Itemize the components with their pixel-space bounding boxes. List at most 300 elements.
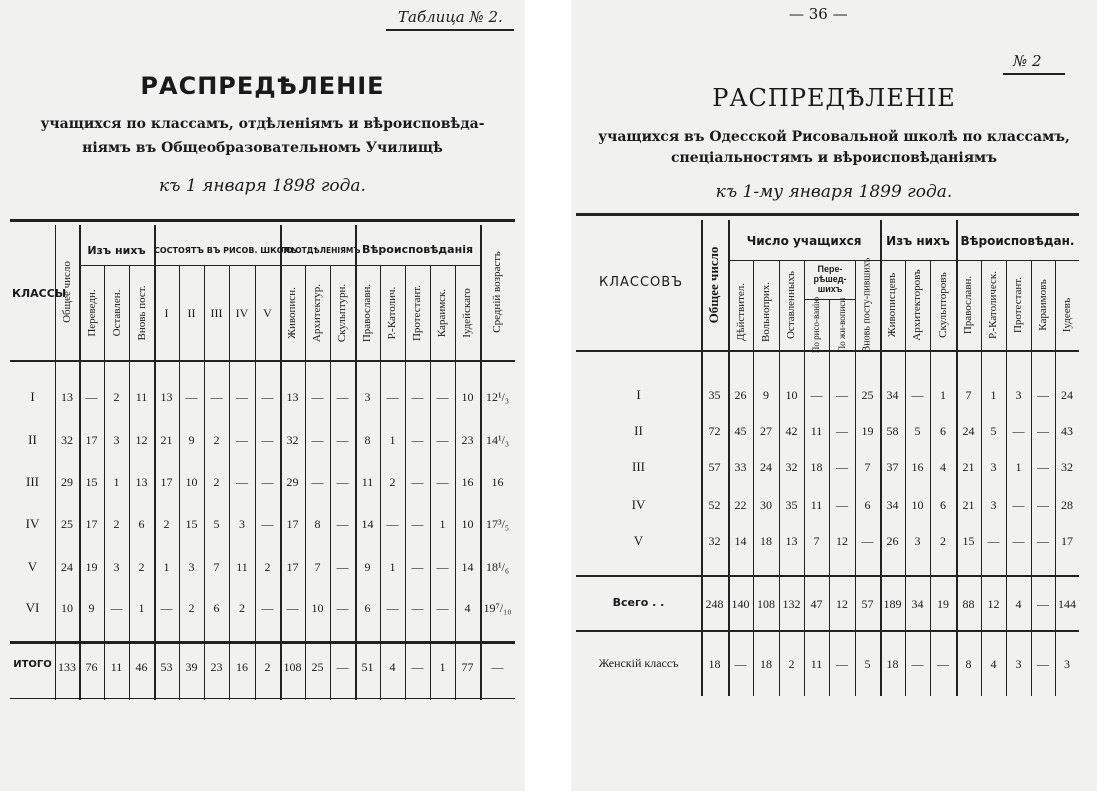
table-cell: — [236, 433, 248, 447]
left-page [0, 0, 525, 791]
header-protestant: Протестант. [1012, 276, 1024, 334]
table-cell: 52 [708, 498, 721, 512]
table-cell: 248 [705, 597, 724, 611]
header-bottom-rule [10, 360, 515, 362]
table-cell: 4 [940, 460, 946, 474]
table-cell: — [85, 390, 98, 404]
table-cell: 18 [760, 534, 772, 548]
table-cell: 4 [990, 657, 997, 671]
table-cell: 30 [760, 498, 772, 512]
table-cell: — [236, 475, 248, 489]
table-cell: 18¹/₆ [485, 560, 510, 574]
table-cell: 14 [361, 517, 374, 531]
table-cell: 189 [883, 597, 902, 611]
table-cell: 23 [461, 433, 474, 447]
row-label: II [28, 432, 37, 447]
header-transferred: Пере-рѣшед-шихъ [813, 264, 847, 294]
table-cell: 76 [85, 660, 98, 674]
table-cell: 1 [163, 560, 170, 574]
table-cell: — [836, 657, 848, 671]
table-cell: 32 [286, 433, 299, 447]
table-cell: 77 [461, 660, 474, 674]
row-label: III [26, 474, 39, 489]
table-cell: 2 [113, 517, 120, 531]
table-cell: 108 [757, 597, 775, 611]
drawing-class-header: V [263, 306, 272, 320]
table-cell: 11 [810, 657, 823, 671]
table-top-rule [576, 213, 1079, 216]
table-cell: — [861, 534, 874, 548]
table-number: Таблица № 2. [398, 8, 503, 26]
header-bottom-rule [576, 350, 1079, 352]
table-cell: 10 [61, 601, 73, 615]
table-cell: — [436, 560, 449, 574]
table-cell: 140 [731, 597, 750, 611]
col-rule [280, 225, 282, 700]
table-cell: — [311, 475, 324, 489]
col-rule [930, 260, 931, 696]
table-cell: — [436, 390, 449, 404]
table-cell: 13 [785, 534, 798, 548]
table-cell: — [1037, 424, 1049, 438]
table-cell: 26 [886, 534, 899, 548]
table-cell: 18 [708, 657, 721, 671]
table-cell: 58 [886, 424, 899, 438]
table-cell: 1 [113, 475, 120, 489]
table-cell: — [911, 657, 924, 671]
table-cell: 1 [1015, 460, 1022, 474]
table-cell: — [286, 601, 299, 615]
col-rule [1006, 260, 1007, 696]
table-cell: 5 [864, 657, 871, 671]
page-title: РАСПРЕДѢЛЕНІЕ [712, 84, 956, 112]
table-cell: 2 [264, 660, 271, 674]
table-cell: 43 [1061, 424, 1073, 438]
table-cell: 28 [1061, 498, 1073, 512]
table-cell: 1 [138, 601, 145, 615]
table-cell: — [386, 517, 399, 531]
table-cell: — [336, 475, 349, 489]
table-cell: — [336, 390, 349, 404]
header-religion: Вѣроисповѣданія [361, 243, 474, 256]
row-label: Всего . . [612, 596, 665, 609]
table-cell: 17 [85, 433, 98, 447]
table-cell: 18 [760, 657, 772, 671]
table-cell: — [836, 388, 848, 402]
col-rule [728, 220, 730, 696]
table-cell: 133 [58, 660, 76, 674]
table-cell: 6 [213, 601, 220, 615]
table-cell: 1 [439, 517, 446, 531]
table-cell: 10 [185, 475, 198, 489]
table-cell: — [336, 433, 349, 447]
table-cell: 9 [763, 388, 769, 402]
header-architects: Архитекторовъ [911, 269, 923, 341]
col-rule [905, 260, 906, 696]
table-cell: — [311, 433, 324, 447]
header-catholic: Р.-Католич. [386, 286, 398, 340]
table-cell: 29 [286, 475, 299, 489]
row-label: IV [25, 516, 40, 531]
table-cell: 21 [962, 498, 975, 512]
table-cell: — [1012, 424, 1025, 438]
table-cell: 22 [734, 498, 747, 512]
header-sculpture: Скульптурн. [336, 283, 348, 343]
table-cell: — [411, 660, 424, 674]
col-rule [154, 225, 156, 700]
table-cell: 2 [389, 475, 396, 489]
header-karaite: Караимовъ [1037, 279, 1049, 331]
table-cell: — [236, 390, 248, 404]
table-cell: 57 [861, 597, 874, 611]
table-cell: — [1037, 657, 1049, 671]
table-cell: — [937, 657, 949, 671]
table-cell: 17³/₅ [485, 517, 510, 531]
table-cell: 3 [239, 517, 245, 531]
table-cell: — [336, 601, 349, 615]
date-line: къ 1-му января 1899 года. [715, 182, 953, 202]
table-cell: 10 [785, 388, 798, 402]
table-cell: 7 [813, 534, 820, 548]
table-cell: 132 [782, 597, 801, 611]
table-cell: 25 [61, 517, 73, 531]
table-cell: 10 [461, 390, 474, 404]
row-label: IV [631, 497, 646, 512]
table-cell: 13 [160, 390, 173, 404]
right-page [571, 0, 1097, 791]
table-cell: — [160, 601, 173, 615]
table-cell: 12 [836, 597, 848, 611]
table-cell: 17 [286, 517, 299, 531]
table-cell: 32 [61, 433, 73, 447]
table-cell: — [261, 475, 274, 489]
table-cell: — [311, 390, 324, 404]
table-cell: 10 [311, 601, 324, 615]
table-cell: 7 [213, 560, 220, 574]
table-cell: 6 [864, 498, 871, 512]
table-cell: — [411, 517, 424, 531]
header-sculptors: Скульпторовъ [937, 272, 949, 338]
table-cell: — [336, 660, 349, 674]
table-cell: 47 [810, 597, 823, 611]
row-label: II [634, 423, 643, 438]
table-cell: 6 [138, 517, 145, 531]
row-label: V [27, 559, 38, 574]
table-bottom-rule [10, 698, 515, 699]
header-by-drawing: По рисо-ванію [811, 296, 821, 354]
table-cell: 1 [389, 560, 396, 574]
table-cell: 144 [1058, 597, 1076, 611]
header-departments: ПО ОТДѢЛЕНІЯМЪ [280, 246, 361, 255]
header-actual: Дѣйствител. [735, 282, 747, 342]
table-cell: — [1012, 498, 1025, 512]
table-cell: — [436, 433, 449, 447]
table-cell: — [1037, 597, 1049, 611]
col-rule [701, 220, 703, 696]
header-average-age: Средній возрастъ [491, 251, 503, 333]
table-cell: — [411, 475, 424, 489]
page-title: РАСПРЕДѢЛЕНІЕ [140, 72, 385, 100]
table-cell: 2 [113, 390, 120, 404]
header-classes: КЛАССОВЪ [599, 275, 684, 290]
table-cell: 5 [990, 424, 997, 438]
table-cell: 11 [110, 660, 123, 674]
table-cell: 11 [135, 390, 148, 404]
table-cell: 3 [113, 560, 120, 574]
table-cell: 18 [810, 460, 823, 474]
table-cell: 2 [213, 475, 220, 489]
table-cell: 12 [987, 597, 1000, 611]
table-number: № 2 [1013, 52, 1042, 70]
col-rule [79, 225, 81, 700]
table-cell: — [110, 601, 123, 615]
table-cell: 10 [911, 498, 924, 512]
table-cell: 3 [1015, 388, 1022, 402]
table-cell: 24 [760, 460, 772, 474]
header-left: Оставлен. [111, 289, 123, 337]
table-cell: — [436, 475, 449, 489]
table-cell: 1 [389, 433, 396, 447]
table-cell: 2 [188, 601, 195, 615]
table-cell: 15 [962, 534, 975, 548]
table-cell: 3 [364, 390, 371, 404]
table-cell: 32 [708, 534, 721, 548]
table-cell: 11 [810, 424, 823, 438]
drawing-class-header: II [187, 306, 196, 320]
header-protestant: Протестант. [411, 284, 423, 342]
col-rule [981, 260, 982, 696]
table-cell: — [734, 657, 747, 671]
table-cell: — [386, 390, 399, 404]
table-cell: 3 [990, 460, 997, 474]
table-cell: 2 [213, 433, 220, 447]
table-cell: 88 [962, 597, 975, 611]
subtitle-line-2: ніямъ въ Общеобразовательномъ Училищѣ [82, 140, 443, 156]
table-cell: — [261, 390, 274, 404]
header-painters: Живописцевъ [886, 272, 898, 338]
table-cell: 3 [188, 560, 195, 574]
col-rule [880, 220, 882, 696]
table-cell: — [491, 660, 504, 674]
table-cell: — [411, 433, 424, 447]
table-cell: 3 [914, 534, 921, 548]
table-cell: 6 [364, 601, 371, 615]
table-cell: 17 [1061, 534, 1073, 548]
header-voluntary: Вольноприх. [760, 281, 772, 343]
table-cell: 1 [439, 660, 446, 674]
women-top-rule [576, 630, 1079, 632]
header-karaite: Караимск. [436, 288, 448, 338]
table-cell: 13 [135, 475, 148, 489]
table-cell: 4 [389, 660, 396, 674]
table-cell: 35 [708, 388, 721, 402]
table-cell: 8 [364, 433, 371, 447]
table-top-rule [10, 219, 515, 222]
table-cell: 32 [1061, 460, 1073, 474]
table-cell: — [911, 388, 924, 402]
header-classes: КЛАССЫ [12, 287, 67, 300]
table-cell: 9 [188, 433, 195, 447]
row-label: VI [25, 600, 40, 615]
table-cell: 14¹/₃ [485, 433, 510, 447]
table-cell: — [836, 424, 848, 438]
table-cell: 4 [1015, 597, 1022, 611]
table-cell: 14 [461, 560, 474, 574]
total-top-rule [576, 575, 1079, 577]
table-cell: 35 [785, 498, 798, 512]
row-label: III [632, 459, 645, 474]
table-cell: — [1037, 460, 1049, 474]
table-cell: — [411, 390, 424, 404]
table-cell: 1 [990, 388, 997, 402]
table-cell: 5 [914, 424, 921, 438]
table-cell: — [210, 390, 223, 404]
table-cell: — [436, 601, 449, 615]
table-cell: 4 [464, 601, 471, 615]
col-rule [480, 225, 482, 700]
table-cell: 6 [940, 498, 946, 512]
header-by-painting: По жи-вописи [837, 297, 847, 353]
table-cell: — [261, 433, 274, 447]
header-total: Общее число [706, 246, 721, 324]
row-label: I [636, 387, 641, 402]
table-cell: 7 [864, 460, 871, 474]
table-number-underline [386, 29, 514, 31]
table-cell: 11 [236, 560, 248, 574]
table-cell: 12¹/₃ [485, 390, 510, 404]
table-cell: 17 [160, 475, 173, 489]
table-cell: 5 [213, 517, 220, 531]
table-cell: 33 [734, 460, 747, 474]
table-cell: 19⁷/₁₀ [483, 601, 512, 615]
table-cell: 3 [1015, 657, 1022, 671]
table-cell: 3 [113, 433, 120, 447]
table-cell: 21 [160, 433, 173, 447]
table-cell: 72 [708, 424, 721, 438]
table-cell: 1 [940, 388, 946, 402]
row-label: I [30, 389, 35, 404]
table-cell: 7 [314, 560, 321, 574]
col-rule [1055, 260, 1056, 696]
table-number-underline [1003, 73, 1065, 75]
page-number: — 36 — [789, 5, 848, 23]
table-cell: 16 [491, 475, 504, 489]
table-cell: 21 [962, 460, 975, 474]
table-cell: 9 [88, 601, 95, 615]
table-cell: 11 [361, 475, 374, 489]
group-rule-of-them [880, 260, 956, 261]
table-cell: — [411, 601, 424, 615]
table-cell: 15 [185, 517, 198, 531]
table-cell: — [1037, 388, 1049, 402]
table-cell: 12 [836, 534, 848, 548]
table-cell: 10 [461, 517, 474, 531]
table-cell: 14 [734, 534, 747, 548]
subtitle-line-1: учащихся въ Одесской Рисовальной школѣ по классамъ, [598, 129, 1070, 145]
table-cell: 27 [760, 424, 772, 438]
table-cell: — [836, 498, 848, 512]
header-transferred: Переведн. [86, 289, 98, 337]
table-cell: 37 [886, 460, 899, 474]
table-cell: 46 [135, 660, 148, 674]
table-cell: 2 [138, 560, 145, 574]
group-rule-religion [355, 265, 480, 266]
date-line: къ 1 января 1898 года. [159, 176, 366, 196]
header-students: Число учащихся [746, 234, 862, 248]
table-cell: 34 [886, 498, 899, 512]
col-rule [753, 260, 754, 696]
col-rule [804, 260, 805, 696]
col-rule [956, 220, 958, 696]
group-rule-drawing [154, 265, 280, 266]
row-label: ИТОГО [13, 659, 52, 670]
header-orthodox: Православн. [361, 283, 373, 343]
header-drawing-school: СОСТОЯТЪ ВЪ РИСОВ. ШКОЛѢ [154, 246, 297, 255]
header-orthodox: Православн. [962, 275, 974, 335]
table-cell: 16 [911, 460, 924, 474]
table-cell: 23 [210, 660, 223, 674]
header-catholic: Р.-Католическ. [987, 270, 999, 340]
table-cell: 13 [61, 390, 73, 404]
drawing-class-header: III [210, 306, 223, 320]
table-cell: — [336, 517, 349, 531]
table-cell: — [1037, 534, 1049, 548]
header-new: Вновь посту-пившихъ [861, 257, 873, 353]
header-jewish: Іудеевъ [1061, 297, 1073, 333]
table-cell: — [411, 560, 424, 574]
table-cell: 3 [990, 498, 997, 512]
row-label: V [633, 533, 644, 548]
table-cell: — [836, 460, 848, 474]
table-cell: — [261, 601, 274, 615]
table-cell: 25 [861, 388, 874, 402]
table-cell: 2 [940, 534, 946, 548]
table-cell: 17 [85, 517, 98, 531]
table-cell: 11 [810, 498, 823, 512]
header-jewish: Іудейскаго [461, 288, 473, 338]
table-cell: 9 [364, 560, 371, 574]
table-cell: 6 [940, 424, 946, 438]
table-cell: 34 [911, 597, 924, 611]
drawing-class-header: IV [235, 306, 249, 320]
table-cell: 19 [937, 597, 949, 611]
table-cell: — [185, 390, 198, 404]
group-rule-of-them [79, 265, 154, 266]
total-top-rule [10, 641, 515, 644]
table-cell: — [261, 517, 274, 531]
table-cell: 24 [962, 424, 975, 438]
table-cell: 108 [283, 660, 302, 674]
table-cell: 18 [886, 657, 899, 671]
table-cell: 42 [785, 424, 798, 438]
header-architecture: Архитектур. [311, 283, 323, 343]
table-cell: 2 [264, 560, 271, 574]
table-cell: 19 [861, 424, 874, 438]
table-cell: 51 [361, 660, 374, 674]
row-label: Женскій классъ [598, 656, 679, 670]
table-cell: 8 [965, 657, 972, 671]
table-cell: — [810, 388, 823, 402]
header-new: Вновь пост. [136, 285, 148, 341]
table-cell: 2 [239, 601, 245, 615]
table-cell: — [1037, 498, 1049, 512]
table-cell: 2 [788, 657, 795, 671]
table-cell: 16 [236, 660, 248, 674]
header-of-them: Изъ нихъ [87, 244, 146, 257]
header-of-them: Изъ нихъ [886, 234, 950, 248]
table-cell: 17 [286, 560, 299, 574]
subtitle-line-2: спеціальностямъ и вѣроисповѣданіямъ [671, 150, 997, 166]
